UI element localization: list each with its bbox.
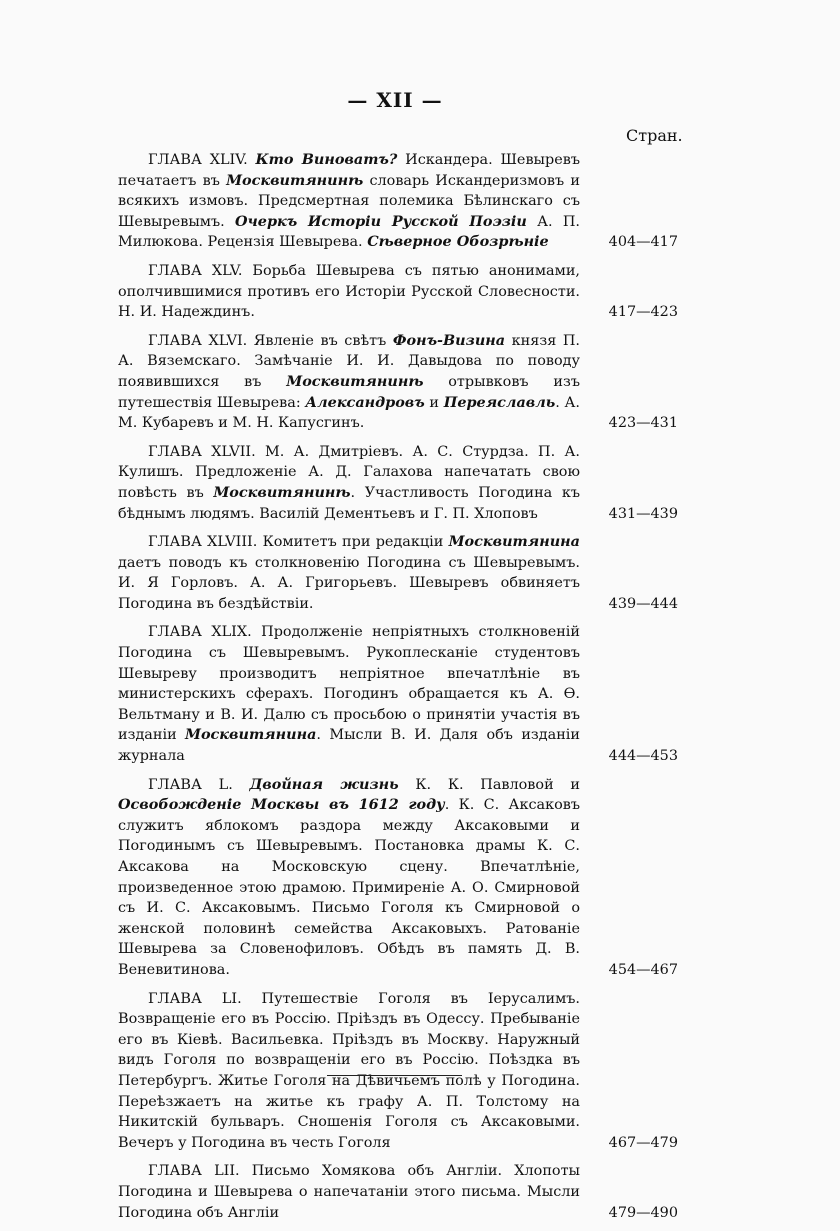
italic-title: Москвитянина bbox=[448, 533, 580, 551]
page-range: 479—490 bbox=[608, 1204, 678, 1221]
chapter-description bbox=[118, 150, 580, 253]
page-range: 417—423 bbox=[608, 304, 678, 321]
page-range: 454—467 bbox=[608, 961, 678, 978]
text-segment: и bbox=[424, 394, 444, 411]
page-range: 444—453 bbox=[608, 748, 678, 765]
toc-entry bbox=[118, 532, 678, 614]
italic-title: Москвитянина bbox=[185, 726, 317, 744]
pages-column-header: Стран. bbox=[626, 126, 683, 145]
italic-title: Москвитянинѣ bbox=[286, 372, 424, 390]
chapter-description bbox=[118, 622, 580, 766]
text-segment: . Мысли В. И. Даля объ изданіи журнала bbox=[118, 727, 580, 765]
italic-title: Очеркъ Исторіи Русской Поэзіи bbox=[234, 212, 527, 230]
chapter-description bbox=[118, 989, 580, 1154]
page-number: — XII — bbox=[347, 88, 443, 112]
text-segment: князя П. А. Вяземскаго. Замѣчаніе И. И. Давыдова по поводу появившихся въ bbox=[118, 332, 580, 390]
chapter-description bbox=[118, 261, 580, 323]
toc-entry bbox=[118, 442, 678, 524]
italic-title: Москвитянинѣ bbox=[213, 483, 351, 501]
text-segment: ГЛАВА LI. Путешествіе Гоголя въ Іерусалимъ. Возвращеніе его въ Россію. Пріѣздъ въ Одессу. Пребываніе его въ Кіевѣ. Васильевка. Пріѣздъ въ Москву. Наружный видъ Гоголя по возвращеніи его въ Россію. Поѣздка въ Петербургъ. Житье Гоголя на Дѣвичьемъ полѣ у Погодина. Переѣзжаетъ на житье къ графу А. П. Толстому на Никитскій бульваръ. Сношенія Гоголя съ Аксаковыми. Вечеръ у Погодина въ честь Гоголя bbox=[118, 990, 580, 1151]
text-segment: ГЛАВА XLV. Борьба Шевырева съ пятью анонимами, ополчившимися противъ его Исторіи Русской Словесности. Н. И. Надеждинъ. bbox=[118, 262, 580, 321]
closing-rule bbox=[327, 1075, 462, 1076]
text-segment: словарь Искандеризмовъ и всякихъ измовъ. Предсмертная полемика Бѣлинскаго съ Шевыревымъ. bbox=[118, 172, 580, 230]
text-segment: ГЛАВА XLVII. М. А. Дмитріевъ. А. С. Стурдза. П. А. Кулишъ. Предложеніе А. Д. Галахова напечатать свою повѣсть въ bbox=[118, 443, 580, 501]
text-segment: ГЛАВА L. bbox=[148, 776, 250, 793]
text-segment: . А. М. Кубаревъ и М. Н. Капусгинъ. bbox=[118, 394, 580, 432]
italic-title: Фонъ-Визина bbox=[392, 331, 506, 349]
toc-entry bbox=[118, 622, 678, 766]
chapter-description bbox=[118, 442, 580, 524]
italic-title: Сѣверное Обозрѣніе bbox=[367, 233, 549, 251]
page-range: 439—444 bbox=[608, 595, 678, 612]
italic-title: Москвитянинѣ bbox=[226, 171, 364, 189]
toc-entry bbox=[118, 150, 678, 253]
toc-entry bbox=[118, 261, 678, 323]
text-segment: К. К. Павловой и bbox=[398, 776, 580, 793]
italic-title: Кто Виноватъ? bbox=[255, 151, 398, 168]
toc-entry bbox=[118, 331, 678, 434]
text-segment: ГЛАВА XLVI. Явленіе въ свѣтъ bbox=[148, 332, 393, 349]
text-segment: ГЛАВА LII. Письмо Хомякова объ Англіи. Хлопоты Погодина и Шевырева о напечатаніи этого письма. Мысли Погодина объ Англіи bbox=[118, 1163, 580, 1221]
chapter-description bbox=[118, 775, 580, 981]
italic-title: Освобожденіе Москвы въ 1612 году bbox=[118, 796, 445, 814]
toc-entry bbox=[118, 1161, 678, 1223]
page-range: 431—439 bbox=[608, 505, 678, 522]
text-segment: . Участливость Погодина къ бѣднымъ людямъ. Василій Дементьевъ и Г. П. Хлоповъ bbox=[118, 484, 580, 522]
text-segment: даетъ поводъ къ столкновенію Погодина съ Шевыревымъ. И. Я Горловъ. А. А. Григорьевъ. Шевыревъ обвиняетъ Погодина въ бездѣйствіи. bbox=[118, 554, 580, 612]
text-segment: ГЛАВА XLIV. bbox=[148, 152, 256, 168]
table-of-contents bbox=[118, 150, 678, 1231]
text-segment: отрывковъ изъ путешествія Шевырева: bbox=[118, 373, 580, 411]
chapter-description bbox=[118, 532, 580, 614]
page-range: 423—431 bbox=[608, 415, 678, 432]
text-segment: ГЛАВА XLIX. Продолженіе непріятныхъ столкновеній Погодина съ Шевыревымъ. Рукоплесканіе студентовъ Шевыреву производитъ непріятное впечатлѣніе въ министерскихъ сферахъ. Погодинъ обращается къ А. Ѳ. Вельтману и В. И. Далю съ просьбою о принятіи участія въ изданіи bbox=[118, 624, 580, 744]
chapter-description bbox=[118, 331, 580, 434]
toc-entry bbox=[118, 775, 678, 981]
text-segment: Искандера. Шевыревъ печатаетъ въ bbox=[118, 152, 580, 189]
text-segment: А. П. Милюкова. Рецензія Шевырева. bbox=[118, 213, 581, 251]
italic-title: Александровъ bbox=[305, 393, 425, 411]
text-segment: . К. С. Аксаковъ служитъ яблокомъ раздора между Аксаковыми и Погодинымъ съ Шевыревымъ. Постановка драмы К. С. Аксакова на Московскую сцену. Впечатлѣніе, произведенное этою драмою. Примиреніе А. О. Смирновой съ И. С. Аксаковымъ. Письмо Гоголя къ Смирновой о женской половинѣ семейства Аксаковыхъ. Ратованіе Шевырева за Словенофиловъ. Обѣдъ въ память Д. В. Веневитинова. bbox=[118, 797, 580, 978]
toc-entry bbox=[118, 989, 678, 1154]
text-segment: ГЛАВА XLVIII. Комитетъ при редакціи bbox=[148, 534, 449, 551]
page-range: 467—479 bbox=[608, 1134, 678, 1151]
page-range: 404—417 bbox=[608, 234, 678, 251]
italic-title: Двойная жизнь bbox=[249, 775, 399, 793]
italic-title: Переяславль bbox=[443, 393, 556, 411]
chapter-description bbox=[118, 1161, 580, 1223]
